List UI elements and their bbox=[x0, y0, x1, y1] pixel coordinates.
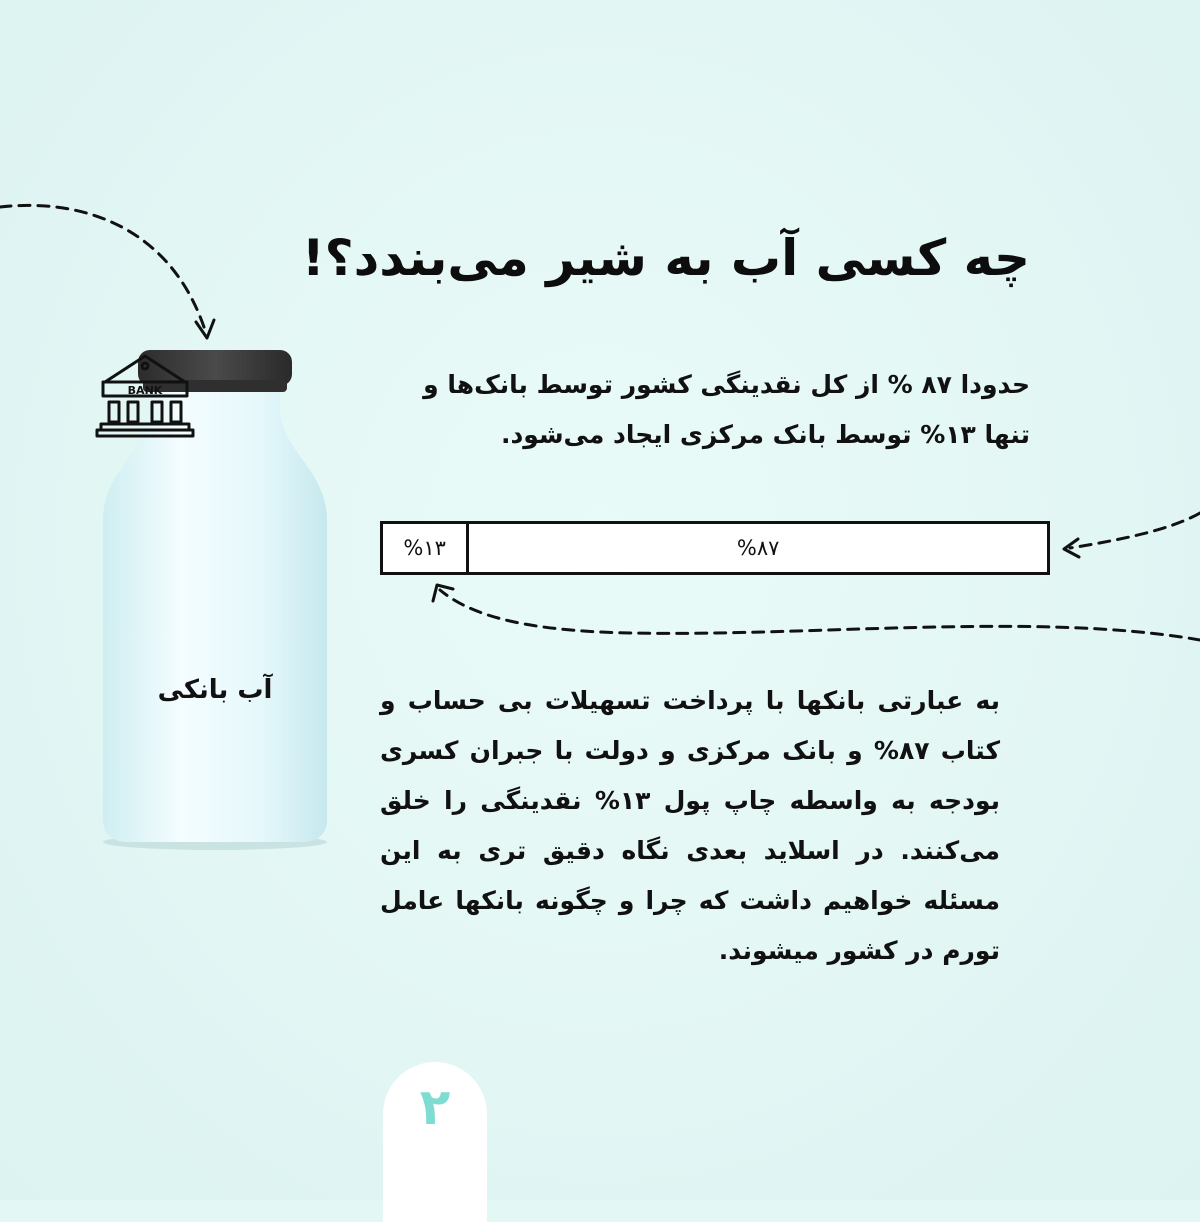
page-number-tab bbox=[383, 1062, 487, 1222]
arrow-to-bar-right bbox=[1070, 513, 1200, 548]
bottle-label: آب بانکی bbox=[157, 675, 273, 705]
banks-share-segment bbox=[469, 524, 1047, 572]
body-text: به عبارتی بانکها با پرداخت تسهیلات بی حساب و کتاب ۸۷% و بانک مرکزی و دولت با جبران کسری بودجه به واسطه چاپ پول ۱۳% نقدینگی را خلق می‌کنند. در اسلاید بعدی نگاه دقیق تری به این مسئله خواهیم داشت که چرا و چگونه بانکها عامل تورم در کشور میشوند. bbox=[380, 686, 1001, 965]
page-title: چه کسی آب به شیر می‌بندد؟! bbox=[301, 229, 1030, 287]
bank-building-icon bbox=[95, 350, 195, 440]
intro-text: حدودا ۸۷ % از کل نقدینگی کشور توسط بانک‌ها و تنها ۱۳% توسط بانک مرکزی ایجاد می‌شود. bbox=[423, 370, 1030, 449]
bank-icon-text: BANK bbox=[127, 384, 163, 397]
arrow-to-bar-small bbox=[440, 590, 1200, 640]
liquidity-share-bar bbox=[380, 521, 1050, 575]
banks-share-label: %۸۷ bbox=[736, 536, 780, 560]
bottle-glass bbox=[103, 390, 327, 842]
milk-bottle bbox=[95, 350, 335, 850]
arrow-to-bottle-cap bbox=[0, 205, 205, 330]
arrowhead-bottle-cap bbox=[196, 320, 214, 338]
central-bank-share-label: %۱۳ bbox=[403, 536, 446, 560]
central-bank-share-segment bbox=[383, 524, 469, 572]
page-number: ۲ bbox=[419, 1078, 451, 1136]
